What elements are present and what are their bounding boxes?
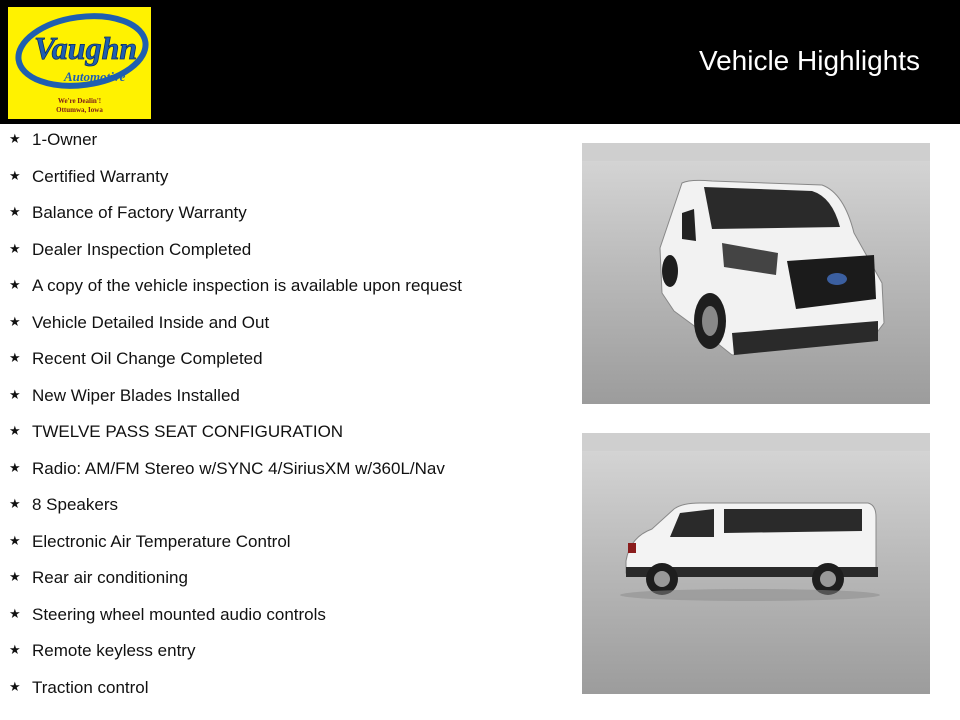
star-icon: ★	[9, 459, 21, 475]
feature-text: Electronic Air Temperature Control	[32, 531, 291, 551]
feature-text: 8 Speakers	[32, 495, 118, 514]
star-icon: ★	[9, 240, 21, 256]
feature-text: Certified Warranty	[32, 166, 169, 186]
van-side-photo	[582, 433, 930, 694]
star-icon: ★	[9, 569, 21, 584]
logo-tagline: We're Dealin'!	[57, 97, 102, 105]
feature-text: Radio: AM/FM Stereo w/SYNC 4/SiriusXM w/360L/Nav	[32, 458, 445, 478]
feature-text: Rear air conditioning	[32, 568, 188, 587]
feature-text: Balance of Factory Warranty	[32, 203, 247, 222]
header-bar	[0, 0, 960, 124]
feature-text: 1-Owner	[32, 130, 98, 149]
feature-text: Recent Oil Change Completed	[32, 349, 263, 368]
logo-brand-text: Vaughn	[34, 30, 138, 66]
star-icon: ★	[9, 350, 21, 365]
feature-text: Dealer Inspection Completed	[32, 239, 252, 259]
star-icon: ★	[9, 532, 21, 548]
star-icon: ★	[9, 386, 21, 402]
logo-location: Ottumwa, Iowa	[56, 106, 103, 114]
feature-text: Steering wheel mounted audio controls	[32, 604, 326, 624]
feature-text: New Wiper Blades Installed	[32, 385, 240, 405]
feature-text: Traction control	[32, 677, 149, 697]
feature-text: TWELVE PASS SEAT CONFIGURATION	[32, 422, 344, 441]
star-icon: ★	[9, 678, 21, 694]
star-icon: ★	[9, 204, 21, 219]
dealer-logo	[8, 7, 151, 119]
star-icon: ★	[9, 131, 21, 146]
page-title: Vehicle Highlights	[698, 45, 920, 76]
van-front-photo	[582, 143, 930, 404]
star-icon: ★	[9, 167, 21, 183]
star-icon: ★	[9, 605, 21, 621]
star-icon: ★	[9, 496, 21, 511]
star-icon: ★	[9, 277, 21, 292]
logo-sub-text: Automotive	[64, 69, 126, 84]
feature-text: Remote keyless entry	[32, 641, 196, 660]
star-icon: ★	[9, 313, 21, 329]
feature-text: Vehicle Detailed Inside and Out	[32, 312, 270, 332]
star-icon: ★	[9, 423, 21, 438]
feature-text: A copy of the vehicle inspection is available upon request	[32, 276, 462, 295]
star-icon: ★	[9, 642, 21, 657]
